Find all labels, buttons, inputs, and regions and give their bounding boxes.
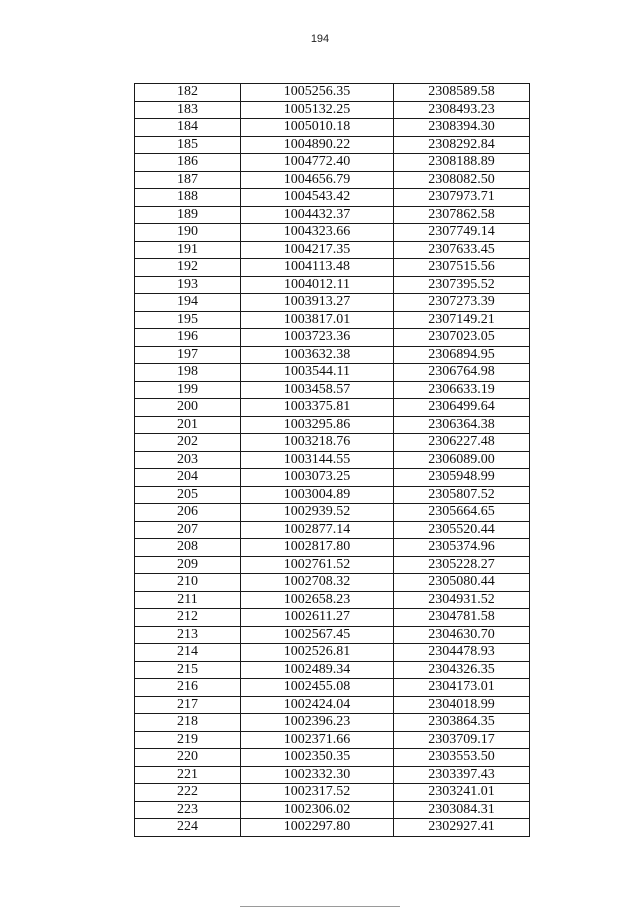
table-row <box>135 206 530 224</box>
page-number: 194 <box>310 33 330 45</box>
table-row <box>135 224 530 242</box>
point-number-cell: 182 <box>135 84 241 102</box>
y-coordinate-cell: 2307273.39 <box>394 294 530 312</box>
x-coordinate-cell: 1004543.42 <box>241 189 394 207</box>
point-number-cell: 215 <box>135 661 241 679</box>
x-coordinate-cell: 1002611.27 <box>241 609 394 627</box>
point-number-cell: 201 <box>135 416 241 434</box>
table-row <box>135 574 530 592</box>
x-coordinate-cell: 1003375.81 <box>241 399 394 417</box>
y-coordinate-cell: 2307515.56 <box>394 259 530 277</box>
y-coordinate-cell: 2307633.45 <box>394 241 530 259</box>
point-number-cell: 210 <box>135 574 241 592</box>
x-coordinate-cell: 1002526.81 <box>241 644 394 662</box>
y-coordinate-cell: 2307862.58 <box>394 206 530 224</box>
table-row <box>135 731 530 749</box>
table-row <box>135 766 530 784</box>
point-number-cell: 224 <box>135 819 241 837</box>
point-number-cell: 212 <box>135 609 241 627</box>
x-coordinate-cell: 1002332.30 <box>241 766 394 784</box>
y-coordinate-cell: 2306764.98 <box>394 364 530 382</box>
table-row <box>135 801 530 819</box>
x-coordinate-cell: 1002817.80 <box>241 539 394 557</box>
table-row <box>135 469 530 487</box>
x-coordinate-cell: 1003004.89 <box>241 486 394 504</box>
point-number-cell: 207 <box>135 521 241 539</box>
point-number-cell: 211 <box>135 591 241 609</box>
point-number-cell: 202 <box>135 434 241 452</box>
x-coordinate-cell: 1003458.57 <box>241 381 394 399</box>
x-coordinate-cell: 1003632.38 <box>241 346 394 364</box>
table-row <box>135 644 530 662</box>
table-row <box>135 329 530 347</box>
x-coordinate-cell: 1004432.37 <box>241 206 394 224</box>
y-coordinate-cell: 2305374.96 <box>394 539 530 557</box>
y-coordinate-cell: 2308493.23 <box>394 101 530 119</box>
x-coordinate-cell: 1004656.79 <box>241 171 394 189</box>
y-coordinate-cell: 2303709.17 <box>394 731 530 749</box>
y-coordinate-cell: 2304018.99 <box>394 696 530 714</box>
table-row <box>135 486 530 504</box>
y-coordinate-cell: 2306633.19 <box>394 381 530 399</box>
x-coordinate-cell: 1002306.02 <box>241 801 394 819</box>
x-coordinate-cell: 1002658.23 <box>241 591 394 609</box>
x-coordinate-cell: 1002424.04 <box>241 696 394 714</box>
point-number-cell: 184 <box>135 119 241 137</box>
point-number-cell: 208 <box>135 539 241 557</box>
point-number-cell: 199 <box>135 381 241 399</box>
coordinates-table-body <box>135 84 530 837</box>
table-row <box>135 101 530 119</box>
table-row <box>135 714 530 732</box>
table-row <box>135 136 530 154</box>
x-coordinate-cell: 1003144.55 <box>241 451 394 469</box>
y-coordinate-cell: 2308589.58 <box>394 84 530 102</box>
y-coordinate-cell: 2307023.05 <box>394 329 530 347</box>
y-coordinate-cell: 2305228.27 <box>394 556 530 574</box>
x-coordinate-cell: 1004323.66 <box>241 224 394 242</box>
point-number-cell: 183 <box>135 101 241 119</box>
y-coordinate-cell: 2305520.44 <box>394 521 530 539</box>
table-row <box>135 276 530 294</box>
y-coordinate-cell: 2308394.30 <box>394 119 530 137</box>
x-coordinate-cell: 1002877.14 <box>241 521 394 539</box>
point-number-cell: 186 <box>135 154 241 172</box>
y-coordinate-cell: 2306894.95 <box>394 346 530 364</box>
point-number-cell: 203 <box>135 451 241 469</box>
x-coordinate-cell: 1005132.25 <box>241 101 394 119</box>
x-coordinate-cell: 1002350.35 <box>241 749 394 767</box>
point-number-cell: 185 <box>135 136 241 154</box>
table-row <box>135 749 530 767</box>
table-row <box>135 539 530 557</box>
x-coordinate-cell: 1002317.52 <box>241 784 394 802</box>
table-row <box>135 609 530 627</box>
y-coordinate-cell: 2303084.31 <box>394 801 530 819</box>
x-coordinate-cell: 1002489.34 <box>241 661 394 679</box>
point-number-cell: 223 <box>135 801 241 819</box>
table-row <box>135 504 530 522</box>
x-coordinate-cell: 1005010.18 <box>241 119 394 137</box>
point-number-cell: 213 <box>135 626 241 644</box>
table-row <box>135 171 530 189</box>
y-coordinate-cell: 2306227.48 <box>394 434 530 452</box>
y-coordinate-cell: 2304478.93 <box>394 644 530 662</box>
y-coordinate-cell: 2303397.43 <box>394 766 530 784</box>
y-coordinate-cell: 2307749.14 <box>394 224 530 242</box>
x-coordinate-cell: 1002939.52 <box>241 504 394 522</box>
point-number-cell: 189 <box>135 206 241 224</box>
point-number-cell: 222 <box>135 784 241 802</box>
x-coordinate-cell: 1004113.48 <box>241 259 394 277</box>
y-coordinate-cell: 2306089.00 <box>394 451 530 469</box>
coordinates-table <box>134 83 530 837</box>
y-coordinate-cell: 2303241.01 <box>394 784 530 802</box>
point-number-cell: 220 <box>135 749 241 767</box>
point-number-cell: 206 <box>135 504 241 522</box>
x-coordinate-cell: 1005256.35 <box>241 84 394 102</box>
table-row <box>135 521 530 539</box>
point-number-cell: 209 <box>135 556 241 574</box>
table-row <box>135 696 530 714</box>
table-row <box>135 241 530 259</box>
y-coordinate-cell: 2308292.84 <box>394 136 530 154</box>
table-row <box>135 399 530 417</box>
table-row <box>135 154 530 172</box>
x-coordinate-cell: 1003723.36 <box>241 329 394 347</box>
table-row <box>135 434 530 452</box>
point-number-cell: 188 <box>135 189 241 207</box>
point-number-cell: 218 <box>135 714 241 732</box>
table-row <box>135 364 530 382</box>
y-coordinate-cell: 2306499.64 <box>394 399 530 417</box>
x-coordinate-cell: 1002371.66 <box>241 731 394 749</box>
point-number-cell: 193 <box>135 276 241 294</box>
table-row <box>135 381 530 399</box>
table-row <box>135 591 530 609</box>
x-coordinate-cell: 1003817.01 <box>241 311 394 329</box>
x-coordinate-cell: 1002396.23 <box>241 714 394 732</box>
y-coordinate-cell: 2303553.50 <box>394 749 530 767</box>
y-coordinate-cell: 2305080.44 <box>394 574 530 592</box>
y-coordinate-cell: 2303864.35 <box>394 714 530 732</box>
point-number-cell: 197 <box>135 346 241 364</box>
table-row <box>135 119 530 137</box>
x-coordinate-cell: 1002761.52 <box>241 556 394 574</box>
point-number-cell: 219 <box>135 731 241 749</box>
table-row <box>135 311 530 329</box>
table-row <box>135 451 530 469</box>
y-coordinate-cell: 2304630.70 <box>394 626 530 644</box>
point-number-cell: 204 <box>135 469 241 487</box>
table-row <box>135 294 530 312</box>
point-number-cell: 195 <box>135 311 241 329</box>
x-coordinate-cell: 1004012.11 <box>241 276 394 294</box>
table-row <box>135 346 530 364</box>
table-row <box>135 556 530 574</box>
y-coordinate-cell: 2304931.52 <box>394 591 530 609</box>
x-coordinate-cell: 1003295.86 <box>241 416 394 434</box>
x-coordinate-cell: 1003218.76 <box>241 434 394 452</box>
point-number-cell: 217 <box>135 696 241 714</box>
table-row <box>135 784 530 802</box>
table-row <box>135 626 530 644</box>
point-number-cell: 194 <box>135 294 241 312</box>
x-coordinate-cell: 1003544.11 <box>241 364 394 382</box>
y-coordinate-cell: 2304173.01 <box>394 679 530 697</box>
y-coordinate-cell: 2308082.50 <box>394 171 530 189</box>
point-number-cell: 198 <box>135 364 241 382</box>
y-coordinate-cell: 2308188.89 <box>394 154 530 172</box>
point-number-cell: 214 <box>135 644 241 662</box>
y-coordinate-cell: 2305664.65 <box>394 504 530 522</box>
y-coordinate-cell: 2304326.35 <box>394 661 530 679</box>
y-coordinate-cell: 2307395.52 <box>394 276 530 294</box>
x-coordinate-cell: 1002297.80 <box>241 819 394 837</box>
y-coordinate-cell: 2305948.99 <box>394 469 530 487</box>
x-coordinate-cell: 1003913.27 <box>241 294 394 312</box>
x-coordinate-cell: 1003073.25 <box>241 469 394 487</box>
table-row <box>135 679 530 697</box>
x-coordinate-cell: 1002455.08 <box>241 679 394 697</box>
point-number-cell: 216 <box>135 679 241 697</box>
point-number-cell: 191 <box>135 241 241 259</box>
point-number-cell: 192 <box>135 259 241 277</box>
y-coordinate-cell: 2307149.21 <box>394 311 530 329</box>
table-row <box>135 189 530 207</box>
table-row <box>135 416 530 434</box>
x-coordinate-cell: 1002708.32 <box>241 574 394 592</box>
x-coordinate-cell: 1002567.45 <box>241 626 394 644</box>
table-row <box>135 84 530 102</box>
y-coordinate-cell: 2305807.52 <box>394 486 530 504</box>
page-bottom-rule <box>240 906 400 907</box>
x-coordinate-cell: 1004890.22 <box>241 136 394 154</box>
x-coordinate-cell: 1004217.35 <box>241 241 394 259</box>
y-coordinate-cell: 2302927.41 <box>394 819 530 837</box>
point-number-cell: 196 <box>135 329 241 347</box>
x-coordinate-cell: 1004772.40 <box>241 154 394 172</box>
point-number-cell: 187 <box>135 171 241 189</box>
point-number-cell: 200 <box>135 399 241 417</box>
point-number-cell: 205 <box>135 486 241 504</box>
y-coordinate-cell: 2304781.58 <box>394 609 530 627</box>
point-number-cell: 190 <box>135 224 241 242</box>
table-row <box>135 259 530 277</box>
table-row <box>135 661 530 679</box>
y-coordinate-cell: 2307973.71 <box>394 189 530 207</box>
table-row <box>135 819 530 837</box>
point-number-cell: 221 <box>135 766 241 784</box>
y-coordinate-cell: 2306364.38 <box>394 416 530 434</box>
